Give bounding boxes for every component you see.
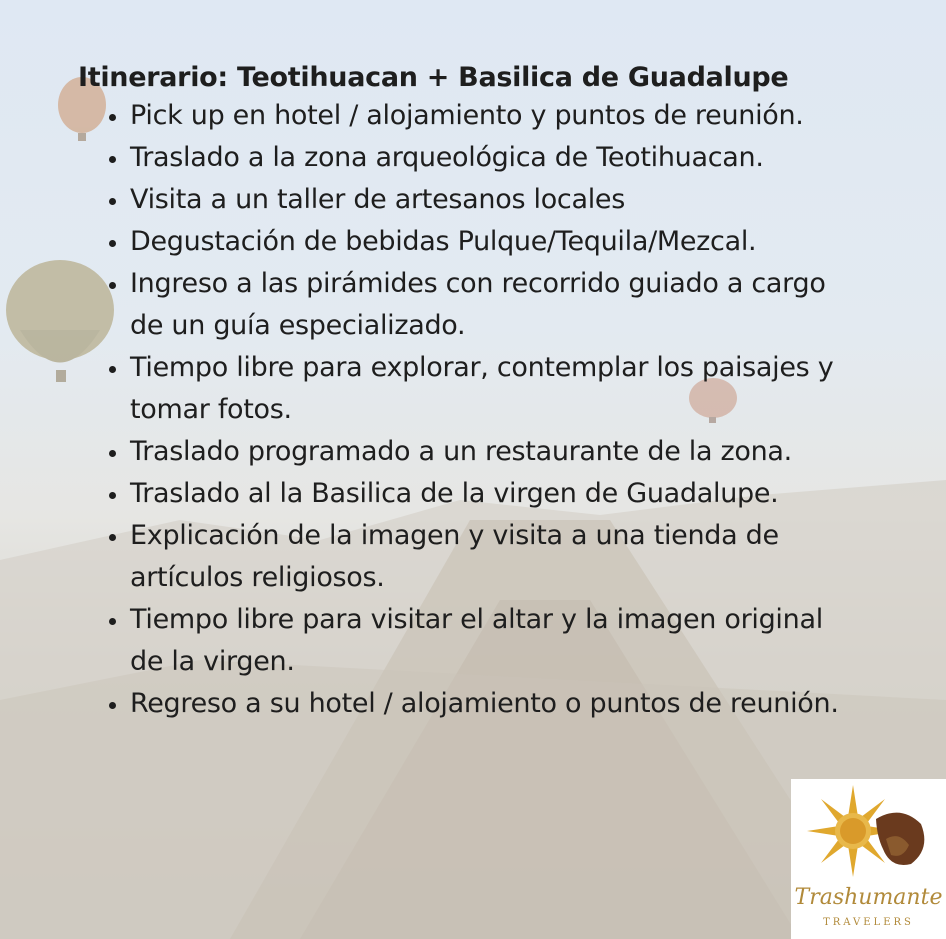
sun-eagle-icon	[791, 779, 946, 889]
list-item: • Tiempo libre para explorar, contemplar los paisajes y tomar fotos.	[130, 347, 858, 431]
itinerary-list	[78, 95, 858, 725]
list-item: • Traslado programado a un restaurante de la zona.	[130, 431, 858, 473]
itinerary-title: Itinerario: Teotihuacan + Basilica de Guadalupe	[78, 62, 789, 93]
list-item: • Explicación de la imagen y visita a una tienda de artículos religiosos.	[130, 515, 858, 599]
list-item: • Degustación de bebidas Pulque/Tequila/Mezcal.	[130, 221, 858, 263]
brand-name: Trashumante	[794, 885, 943, 910]
list-item: • Traslado a la zona arqueológica de Teotihuacan.	[130, 137, 858, 179]
brand-subtitle: TRAVELERS	[823, 917, 914, 928]
itinerary-panel	[78, 62, 858, 725]
brand-logo	[791, 779, 946, 939]
list-item: • Visita a un taller de artesanos locales	[130, 179, 858, 221]
list-item: • Traslado al la Basilica de la virgen de Guadalupe.	[130, 473, 858, 515]
list-item: • Pick up en hotel / alojamiento y puntos de reunión.	[130, 95, 858, 137]
list-item: • Tiempo libre para visitar el altar y la imagen original de la virgen.	[130, 599, 858, 683]
list-item: • Ingreso a las pirámides con recorrido guiado a cargo de un guía especializado.	[130, 263, 858, 347]
list-item: • Regreso a su hotel / alojamiento o puntos de reunión.	[130, 683, 858, 725]
